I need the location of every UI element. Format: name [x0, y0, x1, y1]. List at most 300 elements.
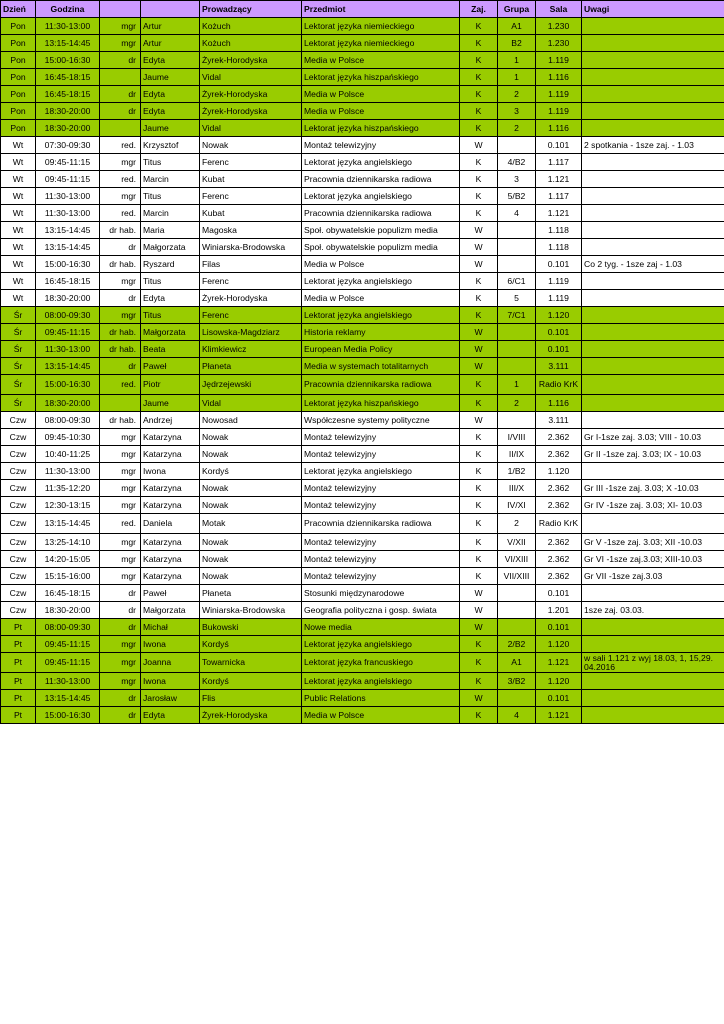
cell-title: dr — [100, 602, 141, 619]
cell-group: 5 — [498, 290, 536, 307]
cell-time: 09:45-11:15 — [36, 636, 100, 653]
table-row — [1, 619, 724, 636]
cell-first-name: Joanna — [141, 653, 200, 673]
table-row — [1, 69, 724, 86]
cell-type: K — [460, 171, 498, 188]
cell-first-name: Marcin — [141, 171, 200, 188]
cell-notes — [582, 463, 724, 480]
cell-lecturer: Żyrek-Horodyska — [200, 290, 302, 307]
cell-notes: 2 spotkania - 1sze zaj. - 1.03 — [582, 137, 724, 154]
cell-day: Pt — [1, 619, 36, 636]
cell-day: Wt — [1, 154, 36, 171]
cell-title: red. — [100, 171, 141, 188]
cell-time: 16:45-18:15 — [36, 273, 100, 290]
table-row — [1, 690, 724, 707]
cell-title: mgr — [100, 429, 141, 446]
cell-subject: Lektorat języka angielskiego — [302, 463, 460, 480]
cell-type: K — [460, 636, 498, 653]
cell-room: 1.118 — [536, 222, 582, 239]
cell-subject: Media w Polsce — [302, 86, 460, 103]
cell-subject: Montaż telewizyjny — [302, 480, 460, 497]
cell-first-name: Iwona — [141, 636, 200, 653]
table-row — [1, 120, 724, 137]
cell-first-name: Katarzyna — [141, 480, 200, 497]
cell-title: mgr — [100, 188, 141, 205]
table-row — [1, 290, 724, 307]
cell-day: Wt — [1, 239, 36, 256]
cell-room: 0.101 — [536, 341, 582, 358]
cell-first-name: Artur — [141, 35, 200, 52]
cell-first-name: Edyta — [141, 707, 200, 724]
cell-day: Czw — [1, 534, 36, 551]
cell-title: mgr — [100, 653, 141, 673]
cell-notes: Gr VII -1sze zaj.3.03 — [582, 568, 724, 585]
cell-type: K — [460, 463, 498, 480]
table-row — [1, 341, 724, 358]
cell-group: 7/C1 — [498, 307, 536, 324]
cell-notes — [582, 690, 724, 707]
cell-lecturer: Ferenc — [200, 273, 302, 290]
cell-day: Czw — [1, 463, 36, 480]
cell-room: 1.119 — [536, 52, 582, 69]
cell-room: 2.362 — [536, 480, 582, 497]
cell-group: 2 — [498, 120, 536, 137]
cell-time: 11:30-13:00 — [36, 341, 100, 358]
cell-title: mgr — [100, 18, 141, 35]
cell-title: mgr — [100, 307, 141, 324]
cell-first-name: Jaume — [141, 120, 200, 137]
cell-day: Czw — [1, 514, 36, 534]
cell-time: 15:00-16:30 — [36, 256, 100, 273]
cell-first-name: Michał — [141, 619, 200, 636]
cell-room: 0.101 — [536, 585, 582, 602]
cell-time: 11:30-13:00 — [36, 18, 100, 35]
cell-time: 15:15-16:00 — [36, 568, 100, 585]
cell-type: W — [460, 690, 498, 707]
cell-first-name: Daniela — [141, 514, 200, 534]
cell-type: K — [460, 154, 498, 171]
cell-type: K — [460, 205, 498, 222]
cell-lecturer: Motak — [200, 514, 302, 534]
cell-title: dr — [100, 358, 141, 375]
cell-first-name: Jaume — [141, 69, 200, 86]
cell-room: 1.116 — [536, 120, 582, 137]
cell-title: mgr — [100, 480, 141, 497]
cell-first-name: Jaume — [141, 395, 200, 412]
cell-notes — [582, 514, 724, 534]
cell-group — [498, 222, 536, 239]
cell-notes — [582, 18, 724, 35]
cell-subject: Pracownia dziennikarska radiowa — [302, 205, 460, 222]
cell-day: Czw — [1, 480, 36, 497]
cell-time: 11:30-13:00 — [36, 205, 100, 222]
cell-title: dr — [100, 690, 141, 707]
cell-group: 4/B2 — [498, 154, 536, 171]
cell-subject: Montaż telewizyjny — [302, 551, 460, 568]
cell-subject: Montaż telewizyjny — [302, 568, 460, 585]
cell-group: I/VIII — [498, 429, 536, 446]
cell-subject: Lektorat języka niemieckiego — [302, 18, 460, 35]
cell-notes — [582, 86, 724, 103]
cell-first-name: Katarzyna — [141, 534, 200, 551]
cell-day: Czw — [1, 568, 36, 585]
cell-lecturer: Ferenc — [200, 307, 302, 324]
cell-day: Czw — [1, 429, 36, 446]
cell-type: W — [460, 222, 498, 239]
cell-group — [498, 602, 536, 619]
table-row — [1, 707, 724, 724]
cell-time: 16:45-18:15 — [36, 585, 100, 602]
table-row — [1, 256, 724, 273]
cell-title: red. — [100, 137, 141, 154]
cell-time: 13:15-14:45 — [36, 239, 100, 256]
cell-subject: Montaż telewizyjny — [302, 429, 460, 446]
cell-title: mgr — [100, 463, 141, 480]
cell-type: W — [460, 619, 498, 636]
cell-lecturer: Żyrek-Horodyska — [200, 103, 302, 120]
cell-subject: Media w Polsce — [302, 103, 460, 120]
cell-notes: Gr IV -1sze zaj. 3.03; XI- 10.03 — [582, 497, 724, 514]
header-notes: Uwagi — [582, 1, 724, 18]
cell-notes — [582, 103, 724, 120]
cell-lecturer: Kordyś — [200, 463, 302, 480]
table-row — [1, 395, 724, 412]
table-row — [1, 358, 724, 375]
cell-time: 09:45-11:15 — [36, 324, 100, 341]
cell-title: mgr — [100, 35, 141, 52]
cell-group: 3/B2 — [498, 673, 536, 690]
cell-type: K — [460, 18, 498, 35]
table-row — [1, 534, 724, 551]
cell-subject: Geografia polityczna i gosp. świata — [302, 602, 460, 619]
cell-day: Pon — [1, 35, 36, 52]
cell-room: 1.116 — [536, 69, 582, 86]
cell-lecturer: Płaneta — [200, 585, 302, 602]
cell-time: 08:00-09:30 — [36, 619, 100, 636]
table-row — [1, 154, 724, 171]
cell-type: K — [460, 514, 498, 534]
cell-day: Czw — [1, 551, 36, 568]
cell-notes — [582, 154, 724, 171]
cell-day: Pt — [1, 690, 36, 707]
cell-title: dr hab. — [100, 341, 141, 358]
cell-notes — [582, 585, 724, 602]
cell-room: 1.121 — [536, 653, 582, 673]
cell-lecturer: Vidal — [200, 69, 302, 86]
cell-lecturer: Ferenc — [200, 154, 302, 171]
cell-day: Pon — [1, 86, 36, 103]
cell-notes — [582, 358, 724, 375]
cell-time: 18:30-20:00 — [36, 103, 100, 120]
cell-room: 1.117 — [536, 188, 582, 205]
cell-day: Czw — [1, 497, 36, 514]
cell-group — [498, 239, 536, 256]
cell-group — [498, 358, 536, 375]
header-day: Dzień — [1, 1, 36, 18]
cell-room: 2.362 — [536, 446, 582, 463]
cell-title: dr — [100, 52, 141, 69]
cell-subject: Historia reklamy — [302, 324, 460, 341]
header-row — [1, 1, 724, 18]
cell-room: 1.120 — [536, 673, 582, 690]
cell-group: V/XII — [498, 534, 536, 551]
cell-room: 2.362 — [536, 534, 582, 551]
cell-first-name: Edyta — [141, 86, 200, 103]
cell-lecturer: Vidal — [200, 120, 302, 137]
cell-notes: Gr I-1sze zaj. 3.03; VIII - 10.03 — [582, 429, 724, 446]
cell-time: 13:15-14:45 — [36, 222, 100, 239]
cell-time: 11:35-12:20 — [36, 480, 100, 497]
cell-title: mgr — [100, 446, 141, 463]
header-group: Grupa — [498, 1, 536, 18]
cell-time: 13:15-14:45 — [36, 514, 100, 534]
cell-title: dr — [100, 585, 141, 602]
cell-first-name: Edyta — [141, 290, 200, 307]
table-row — [1, 673, 724, 690]
header-first-name — [141, 1, 200, 18]
cell-room: 1.119 — [536, 290, 582, 307]
cell-first-name: Edyta — [141, 103, 200, 120]
cell-title: mgr — [100, 673, 141, 690]
cell-group: 3 — [498, 171, 536, 188]
cell-first-name: Maria — [141, 222, 200, 239]
cell-type: W — [460, 585, 498, 602]
table-row — [1, 324, 724, 341]
cell-room: 2.362 — [536, 497, 582, 514]
cell-type: K — [460, 103, 498, 120]
cell-day: Śr — [1, 307, 36, 324]
cell-lecturer: Kordyś — [200, 636, 302, 653]
cell-type: W — [460, 239, 498, 256]
cell-title — [100, 69, 141, 86]
cell-room: 1.116 — [536, 395, 582, 412]
cell-group — [498, 619, 536, 636]
cell-lecturer: Płaneta — [200, 358, 302, 375]
table-row — [1, 429, 724, 446]
cell-group: 1/B2 — [498, 463, 536, 480]
cell-group — [498, 341, 536, 358]
cell-group — [498, 412, 536, 429]
cell-group — [498, 324, 536, 341]
cell-type: W — [460, 324, 498, 341]
cell-title: dr hab. — [100, 412, 141, 429]
cell-first-name: Małgorzata — [141, 602, 200, 619]
cell-time: 09:45-11:15 — [36, 171, 100, 188]
cell-subject: Lektorat języka francuskiego — [302, 653, 460, 673]
table-row — [1, 653, 724, 673]
cell-lecturer: Nowak — [200, 568, 302, 585]
cell-first-name: Katarzyna — [141, 429, 200, 446]
cell-lecturer: Kordyś — [200, 673, 302, 690]
cell-time: 18:30-20:00 — [36, 602, 100, 619]
header-lecturer: Prowadzący — [200, 1, 302, 18]
cell-notes — [582, 619, 724, 636]
cell-subject: Montaż telewizyjny — [302, 137, 460, 154]
cell-subject: Społ. obywatelskie populizm media — [302, 222, 460, 239]
table-row — [1, 239, 724, 256]
cell-room: 0.101 — [536, 324, 582, 341]
cell-first-name: Małgorzata — [141, 324, 200, 341]
cell-time: 16:45-18:15 — [36, 86, 100, 103]
cell-lecturer: Nowak — [200, 446, 302, 463]
table-row — [1, 551, 724, 568]
table-row — [1, 86, 724, 103]
cell-subject: Stosunki międzynarodowe — [302, 585, 460, 602]
cell-first-name: Andrzej — [141, 412, 200, 429]
cell-title: mgr — [100, 497, 141, 514]
cell-group: A1 — [498, 653, 536, 673]
cell-room: 1.119 — [536, 103, 582, 120]
table-row — [1, 412, 724, 429]
cell-type: K — [460, 52, 498, 69]
cell-day: Śr — [1, 341, 36, 358]
cell-day: Pt — [1, 653, 36, 673]
cell-type: K — [460, 551, 498, 568]
cell-subject: Montaż telewizyjny — [302, 497, 460, 514]
cell-subject: Public Relations — [302, 690, 460, 707]
cell-type: W — [460, 358, 498, 375]
cell-type: K — [460, 86, 498, 103]
cell-notes — [582, 188, 724, 205]
cell-type: W — [460, 412, 498, 429]
cell-title — [100, 395, 141, 412]
cell-subject: Lektorat języka angielskiego — [302, 188, 460, 205]
cell-subject: European Media Policy — [302, 341, 460, 358]
cell-type: K — [460, 375, 498, 395]
cell-notes — [582, 707, 724, 724]
cell-time: 14:20-15:05 — [36, 551, 100, 568]
table-row — [1, 602, 724, 619]
cell-group: 2/B2 — [498, 636, 536, 653]
cell-notes — [582, 239, 724, 256]
cell-subject: Współczesne systemy polityczne — [302, 412, 460, 429]
cell-type: K — [460, 653, 498, 673]
cell-first-name: Katarzyna — [141, 497, 200, 514]
cell-title: dr — [100, 707, 141, 724]
cell-first-name: Katarzyna — [141, 568, 200, 585]
table-row — [1, 205, 724, 222]
cell-title: dr — [100, 619, 141, 636]
cell-subject: Społ. obywatelskie populizm media — [302, 239, 460, 256]
cell-type: K — [460, 273, 498, 290]
cell-time: 13:15-14:45 — [36, 35, 100, 52]
cell-room: 1.118 — [536, 239, 582, 256]
cell-day: Pon — [1, 52, 36, 69]
cell-time: 18:30-20:00 — [36, 395, 100, 412]
cell-day: Śr — [1, 375, 36, 395]
cell-notes — [582, 412, 724, 429]
cell-day: Pon — [1, 120, 36, 137]
cell-lecturer: Nowak — [200, 137, 302, 154]
cell-group: VI/XIII — [498, 551, 536, 568]
cell-lecturer: Nowak — [200, 480, 302, 497]
cell-group: 1 — [498, 52, 536, 69]
cell-subject: Media w Polsce — [302, 707, 460, 724]
cell-group: 2 — [498, 395, 536, 412]
cell-day: Śr — [1, 358, 36, 375]
cell-group — [498, 585, 536, 602]
cell-first-name: Paweł — [141, 585, 200, 602]
cell-type: K — [460, 446, 498, 463]
cell-time: 13:15-14:45 — [36, 358, 100, 375]
cell-room: 1.119 — [536, 273, 582, 290]
table-row — [1, 18, 724, 35]
cell-group — [498, 137, 536, 154]
cell-notes — [582, 273, 724, 290]
cell-time: 09:45-10:30 — [36, 429, 100, 446]
cell-first-name: Titus — [141, 188, 200, 205]
cell-lecturer: Kożuch — [200, 18, 302, 35]
table-row — [1, 375, 724, 395]
cell-lecturer: Żyrek-Horodyska — [200, 52, 302, 69]
cell-title: mgr — [100, 154, 141, 171]
header-subject: Przedmiot — [302, 1, 460, 18]
table-row — [1, 480, 724, 497]
cell-notes — [582, 52, 724, 69]
cell-room: 1.121 — [536, 205, 582, 222]
table-row — [1, 463, 724, 480]
cell-time: 13:15-14:45 — [36, 690, 100, 707]
cell-time: 11:30-13:00 — [36, 188, 100, 205]
cell-room: 1.120 — [536, 636, 582, 653]
cell-first-name: Marcin — [141, 205, 200, 222]
cell-subject: Nowe media — [302, 619, 460, 636]
cell-subject: Media w Polsce — [302, 290, 460, 307]
cell-day: Wt — [1, 205, 36, 222]
table-row — [1, 222, 724, 239]
cell-room: 1.120 — [536, 307, 582, 324]
cell-group: 4 — [498, 205, 536, 222]
cell-first-name: Titus — [141, 273, 200, 290]
cell-title — [100, 120, 141, 137]
cell-notes: Gr III -1sze zaj. 3.03; X -10.03 — [582, 480, 724, 497]
cell-lecturer: Towarnicka — [200, 653, 302, 673]
table-row — [1, 636, 724, 653]
cell-room: 3.111 — [536, 358, 582, 375]
cell-notes — [582, 35, 724, 52]
cell-subject: Pracownia dziennikarska radiowa — [302, 514, 460, 534]
cell-time: 15:00-16:30 — [36, 707, 100, 724]
cell-time: 16:45-18:15 — [36, 69, 100, 86]
cell-first-name: Małgorzata — [141, 239, 200, 256]
cell-time: 09:45-11:15 — [36, 653, 100, 673]
cell-lecturer: Winiarska-Brodowska — [200, 602, 302, 619]
cell-type: K — [460, 35, 498, 52]
cell-day: Pon — [1, 69, 36, 86]
cell-day: Wt — [1, 273, 36, 290]
cell-room: 2.362 — [536, 429, 582, 446]
cell-notes: Gr II -1sze zaj. 3.03; IX - 10.03 — [582, 446, 724, 463]
cell-notes — [582, 205, 724, 222]
cell-type: K — [460, 290, 498, 307]
cell-subject: Media w systemach totalitarnych — [302, 358, 460, 375]
cell-type: K — [460, 69, 498, 86]
cell-type: K — [460, 307, 498, 324]
table-row — [1, 514, 724, 534]
cell-notes — [582, 341, 724, 358]
cell-type: K — [460, 673, 498, 690]
cell-type: K — [460, 480, 498, 497]
cell-notes — [582, 290, 724, 307]
cell-time: 12:30-13:15 — [36, 497, 100, 514]
cell-notes: 1sze zaj. 03.03. — [582, 602, 724, 619]
cell-day: Wt — [1, 222, 36, 239]
cell-lecturer: Żyrek-Horodyska — [200, 86, 302, 103]
cell-lecturer: Vidal — [200, 395, 302, 412]
cell-title: mgr — [100, 273, 141, 290]
cell-title: dr — [100, 239, 141, 256]
cell-lecturer: Filas — [200, 256, 302, 273]
